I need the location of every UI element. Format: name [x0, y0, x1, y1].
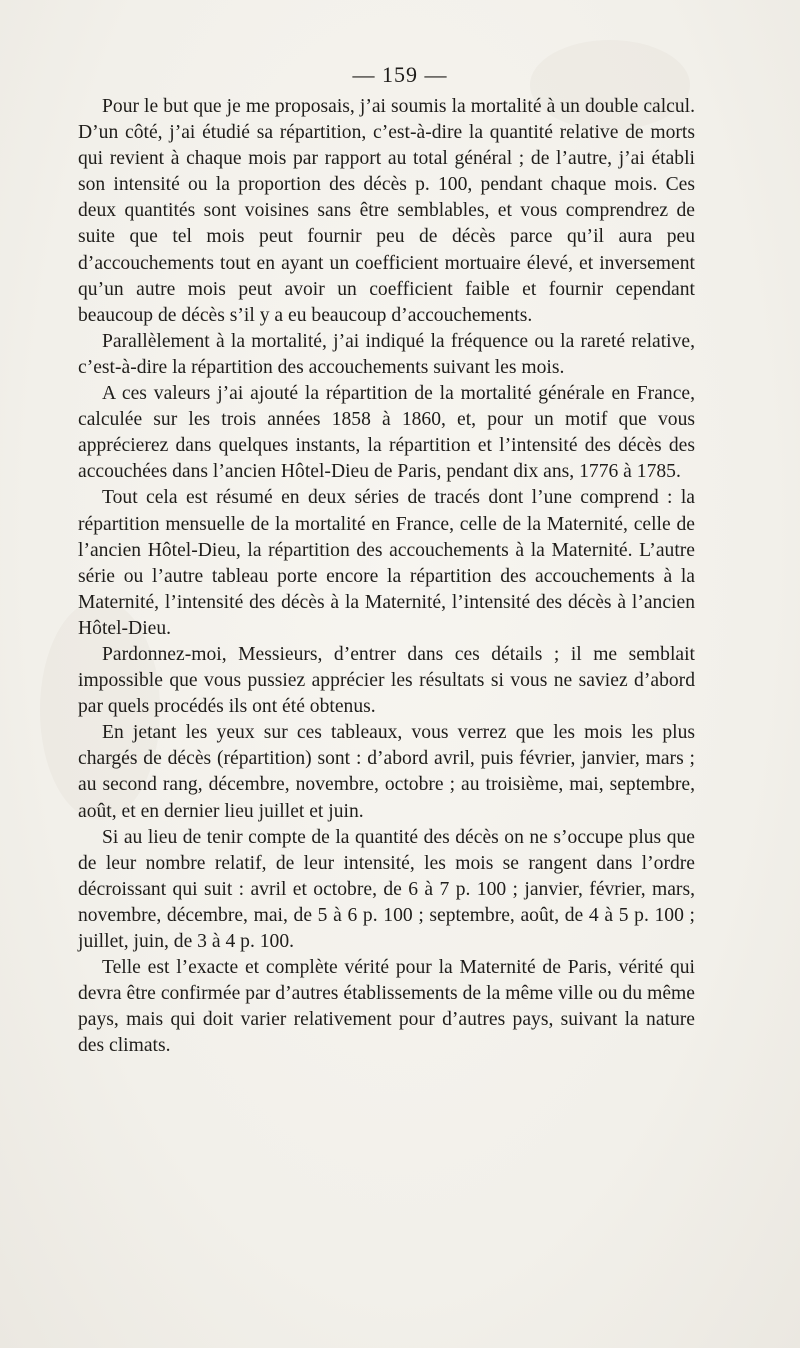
paragraph-6: En jetant les yeux sur ces tableaux, vous verrez que les mois les plus chargés de décès (répartition) sont : d’abord avril, puis février, janvier, mars ; au second rang, décembre, novembre, octobre ; au troisième, mai, septembre, août, et en dernier lieu juillet et juin. [78, 722, 695, 822]
paragraph-7: Si au lieu de tenir compte de la quantité des décès on ne s’occupe plus que de leur nombre relatif, de leur intensité, les mois se rangent dans l’ordre décroissant qui suit : avril et octobre, de 6 à 7 p. 100 ; janvier, février, mars, novembre, décembre, mai, de 5 à 6 p. 100 ; septembre, août, de 4 à 5 p. 100 ; juillet, juin, de 3 à 4 p. 100. [78, 826, 695, 952]
page-number: — 159 — [352, 62, 448, 87]
paragraph-2: Parallèlement à la mortalité, j’ai indiqué la fréquence ou la rareté relative, c’est-à-dire la répartition des accouchements suivant les mois. [78, 330, 695, 378]
paragraph-5: Pardonnez-moi, Messieurs, d’entrer dans ces détails ; il me semblait impossible que vous pussiez apprécier les résultats si vous ne saviez d’abord par quels procédés ils ont été obtenus. [78, 643, 695, 718]
paragraph-4: Tout cela est résumé en deux séries de tracés dont l’une comprend : la répartition mensuelle de la mortalité en France, celle de la Maternité, celle de l’ancien Hôtel-Dieu, la répartition des accouchements à la Maternité. L’autre série ou l’autre tableau porte encore la répartition des accouchements à la Maternité, l’intensité des décès à la Maternité, l’intensité des décès à l’ancien Hôtel-Dieu. [78, 487, 695, 639]
paragraph-3: A ces valeurs j’ai ajouté la répartition de la mortalité générale en France, calculée sur les trois années 1858 à 1860, et, pour un motif que vous apprécierez dans quelques instants, la répartition et l’intensité des décès des accouchées dans l’ancien Hôtel-Dieu de Paris, pendant dix ans, 1776 à 1785. [78, 383, 695, 483]
body-text [78, 94, 695, 1059]
paragraph-1: Pour le but que je me proposais, j’ai soumis la mortalité à un double calcul. D’un côté, j’ai étudié sa répartition, c’est-à-dire la quantité relative de morts qui revient à chaque mois par rapport au total général ; de l’autre, j’ai établi son intensité ou la proportion des décès p. 100, pendant chaque mois. Ces deux quantités sont voisines sans être semblables, et vous comprendrez de suite que tel mois peut fournir peu de décès parce qu’il aura peu d’accouchements tout en ayant un coefficient mortuaire élevé, et inversement qu’un autre mois peut avoir un coefficient faible et fournir cependant beaucoup de décès s’il y a eu beaucoup d’accouchements. [78, 96, 695, 326]
paragraph-8: Telle est l’exacte et complète vérité pour la Maternité de Paris, vérité qui devra être confirmée par d’autres établissements de la même ville ou du même pays, mais qui doit varier relativement pour d’autres pays, suivant la nature des climats. [78, 957, 695, 1057]
